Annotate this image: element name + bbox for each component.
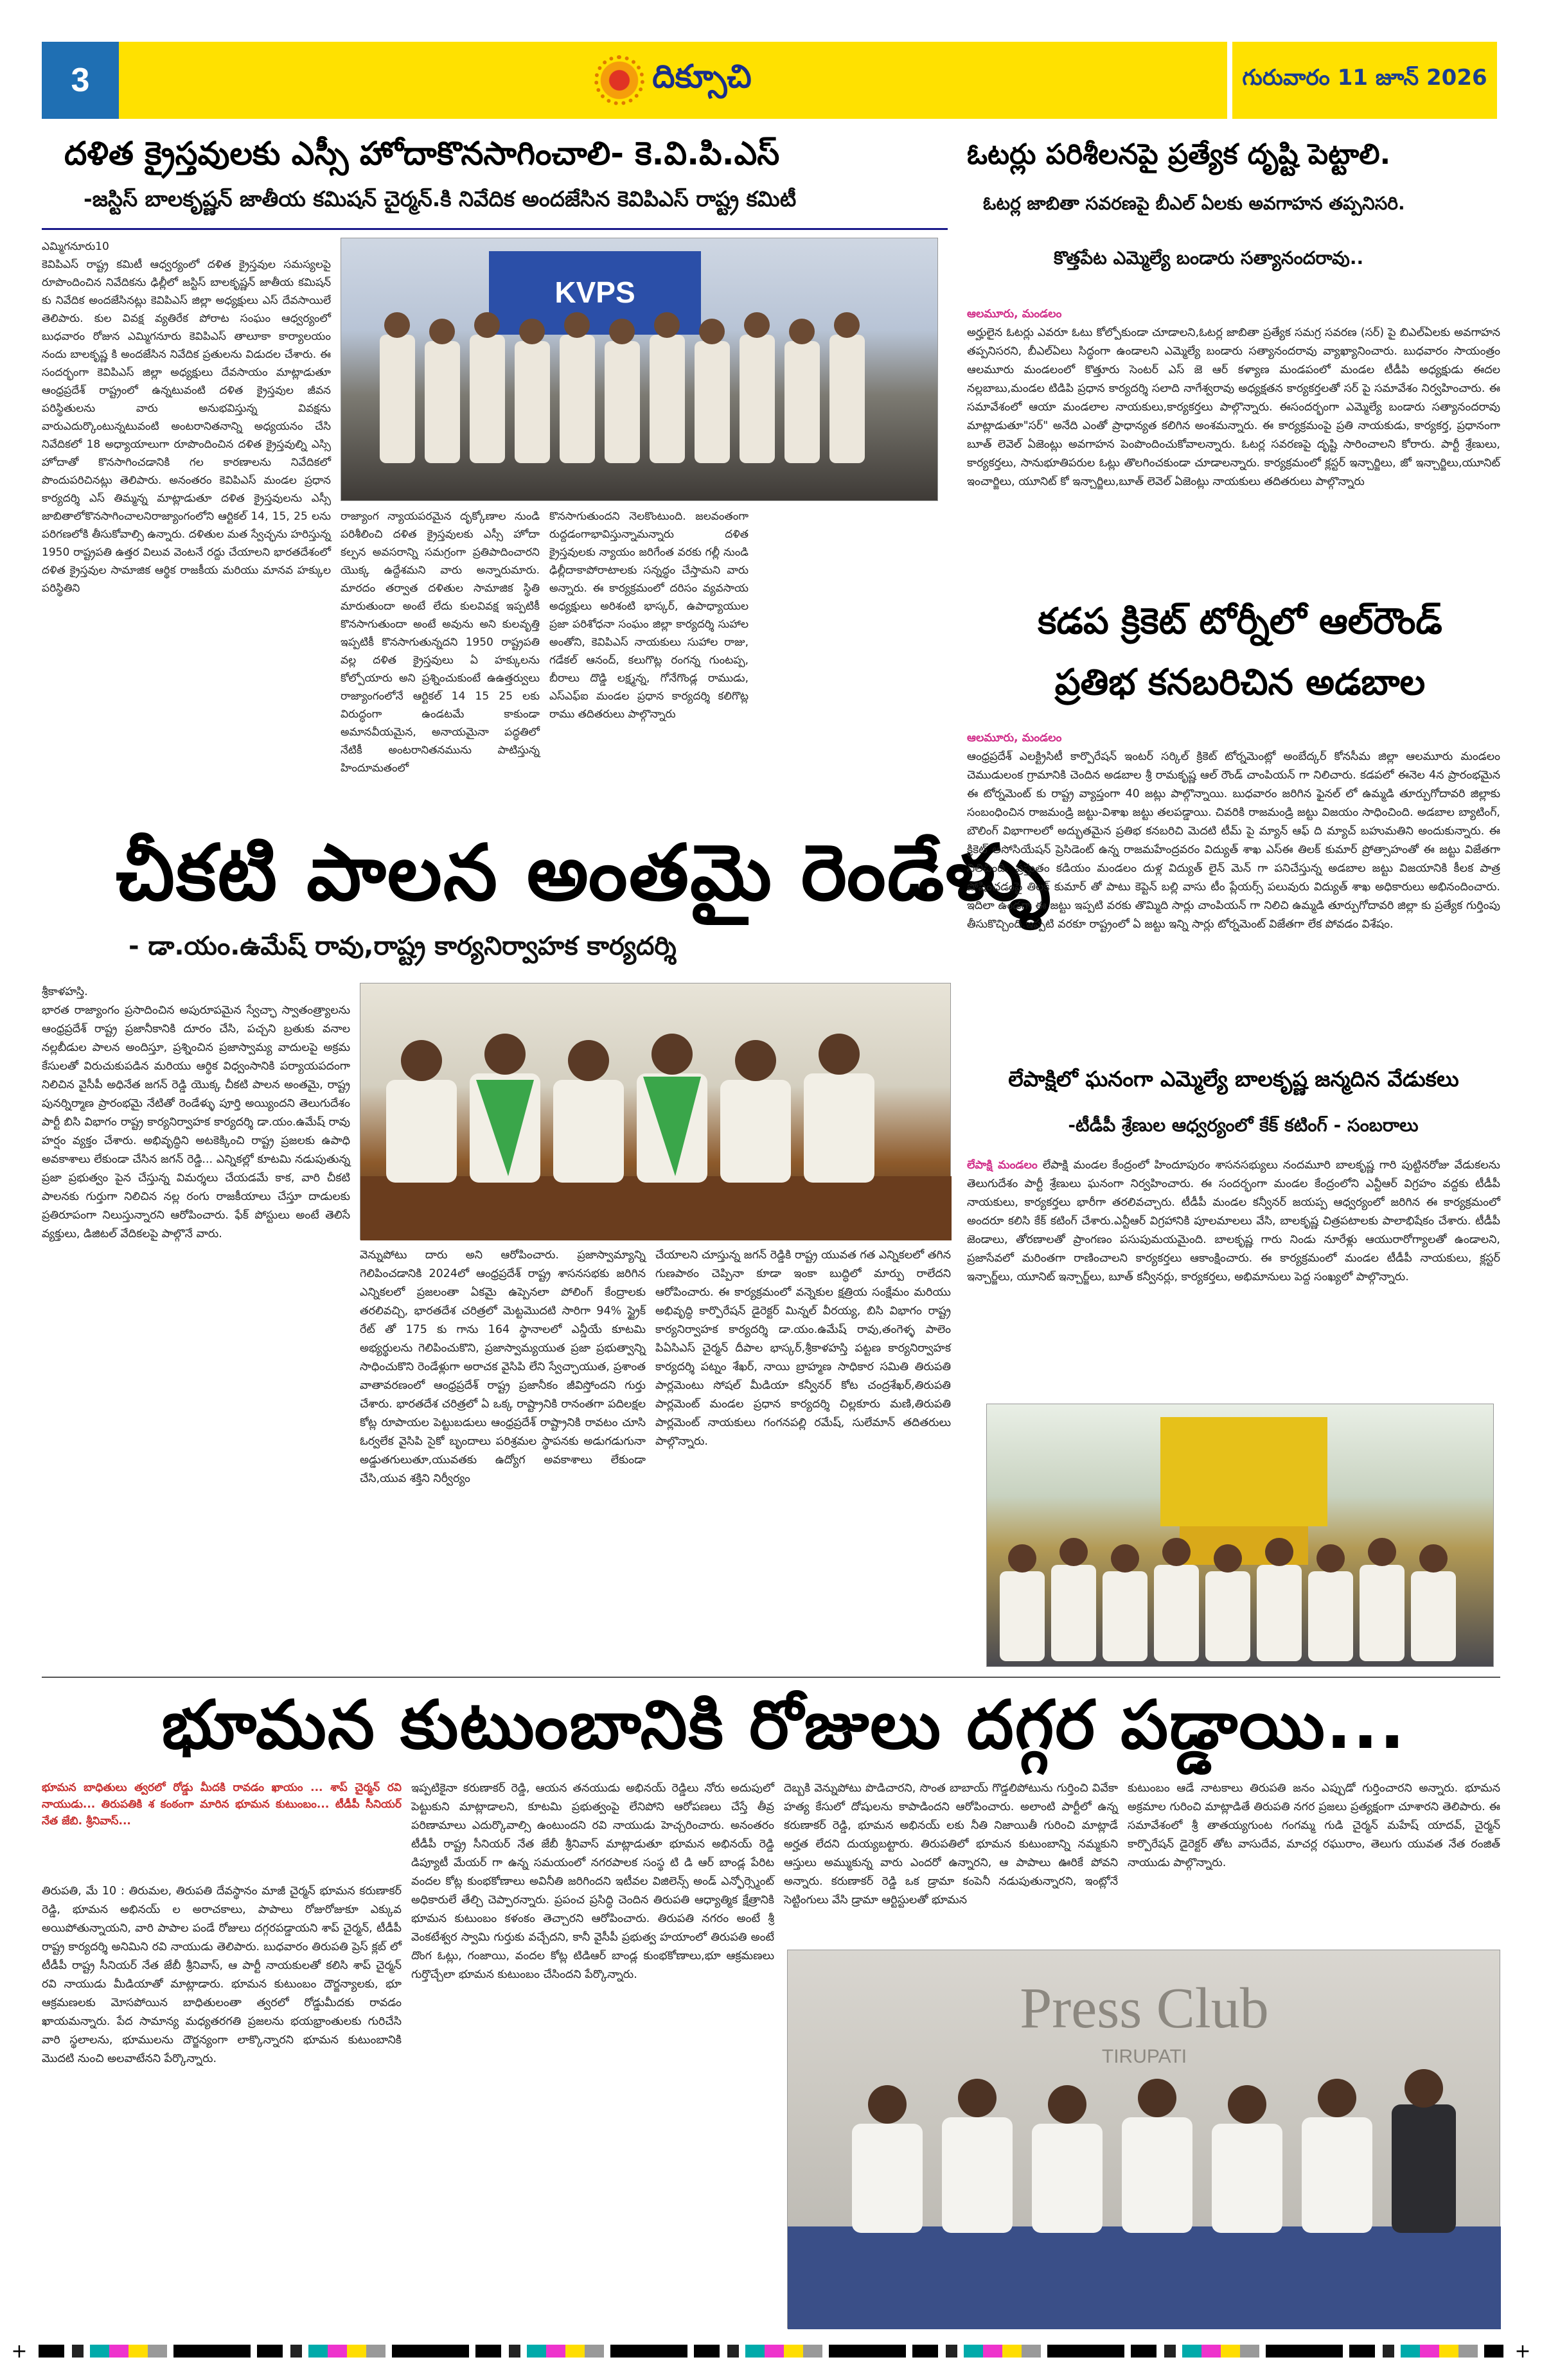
article-kvps-col3: కొనసాగుతుందని నెలకొంటుంది. జలవంతంగా రుద్దడంగాభావిస్తున్నామన్నారు దళిత క్రైస్తవులకు న్యాయం జరిగేంత వరకు గల్లీ నుండి ఢిల్లీదాకాపోరాటాలకు సన్నద్ధం చేస్తామని వారు అన్నారు. ఈ కార్యక్రమంలో దరిసం వ్యవసాయ అధ్యక్షులు అరిశంటి భాస్కర్, ఉపాధ్యాయుల ప్రజా పరిశోధనా సంఘం జిల్లా కార్యదర్శి సుహాల అంతోని, కెవిపిఎస్ నాయకులు సుహాల రాజు, గడేకల్ ఆనంద్, కలుగొట్ల రంగన్న గుంటప్ప, బీరాలు దొడ్డి లక్ష్మన్న, గోనేగొండ్ల రాముడు, ఎస్ఎఫ్ఐ మండల ప్రధాన కార్యదర్శి కలిగొట్ల రాము తదితరులు పాల్గొన్నారు [549, 510, 749, 721]
photo-scene [987, 1404, 1494, 1668]
article-voters-body [967, 305, 1500, 613]
photo-scene [341, 238, 939, 502]
dateline: శ్రీకాళహస్తి. [42, 985, 88, 998]
dateline: లేపాక్షి మండలం [967, 1159, 1038, 1172]
article-lepakshi-body [967, 1156, 1500, 1388]
rule [42, 1677, 1500, 1678]
crosshair-icon: + [1514, 2340, 1531, 2363]
brand-bar [119, 42, 1227, 119]
headline-lepakshi: లేపాక్షిలో ఘనంగా ఎమ్మెల్యే బాలకృష్ణ జన్మదిన వేడుకలు [1008, 1066, 1459, 1091]
print-registration-bar [0, 2341, 1542, 2361]
lepakshi-celebration-photo [986, 1404, 1494, 1667]
banner-text: KVPS [554, 276, 635, 309]
headline-cricket-l2: ప్రతిభ కనబరిచిన అడబాల [1054, 662, 1426, 703]
article-bhumana-col4: కుటుంబం ఆడే నాటకాలు తిరుపతి జనం ఎప్పుడో గుర్తించారని అన్నారు. భూమన అక్రమాల గురించి మాట్లాడితే తిరుపతి నగర ప్రజలు ప్రత్యక్షంగా చూశారని తెలిపారు. ఈ సమావేశంలో శ్రీ తాతయ్యగుంట గంగమ్మ గుడి చైర్మన్ మహేష్ యాదవ్, చైర్మన్ కార్పొరేషన్ డైరెక్టర్ తోట వాసుదేవ, మాచర్ల రఘురాం, తెలుగు యువత నేత రంజిత్ నాయుడు పాల్గొన్నారు. [1128, 1782, 1500, 1869]
compass-sun-icon [594, 55, 644, 105]
article-bhumana-col3: దెబ్బకి వెన్నుపోటు పొడిచారని, సొంత బాబాయ్ గొడ్డలిపోటును గుర్తించి వివేకా హత్య కేసులో దోషులను కాపాడిందని ఆరోపించారు. అలాంటి పార్టీలో ఉన్న కరుణాకర్ రెడ్డి, భూమన అభినయ్ లకు నీతి నిజాయితీ గురించి మాట్లాడే అర్హత లేదని దుయ్యబట్టారు. తిరుపతిలో భూమన కుటుంబాన్ని నమ్మకుని ఆస్తులు అమ్ముకున్న వారు ఎందరో ఉన్నారని, ఆ పాపాలు ఊరికే పోవని అన్నారు. కరుణాకర్ రెడ్డి ఒక డ్రామా కంపెనీ నడుపుతున్నారని, ఇంట్లోనే సెట్టింగులు వేసి డ్రామా ఆర్టిస్టులతో భూమన [784, 1782, 1118, 1907]
body-text: భారత రాజ్యాంగం ప్రసాదించిన అపురూపమైన స్వేచ్ఛా స్వాతంత్ర్యాలను ఆంధ్రప్రదేశ్ రాష్ట్ర ప్రజానీకానికి దూరం చేసి, పచ్చని బ్రతుకు వనాల నల్లబీడుల పాలన అందిస్తూ, ప్రశ్నించిన ప్రజాస్వామ్య వాదులపై అక్రమ కేసులతో విరుచుకుపడిన మరియు ఆర్థిక విధ్వంసానికి పర్యాయపదంగా నిలిచిన వైసీపీ అధినేత జగన్ రెడ్డి యొక్క చీకటి పాలన అంతమై, రాష్ట్ర పునర్నిర్మాణ ప్రారంభమై నేటితో రెండేళ్ళు పూర్తి అయ్యిందని తెలుగుదేశం పార్టీ బిసి విభాగం రాష్ట్ర కార్యనిర్వాహక కార్యదర్శి డా.యం.ఉమేష్ రావు హర్షం వ్యక్తం చేశారు. అభివృద్ధిని అటకెక్కించి రాష్ట్ర ప్రజలకు ఉపాధి అవకాశాలు లేకుండా చేసిన జగన్ రెడ్డి... ఎన్నికల్లో కూటమి నడుపుతున్న ప్రజా ప్రభుత్వం పైన చేస్తున్న విమర్శలు చేయడమే కాక, వారి చీకటి పాలనకు గుర్తుగా నిలిచిన నల్ల రంగు రాజకీయాలు చేస్తూ దాడులకు ప్రతిరూపంగా నిలుస్తున్నారని ఆరోపించారు. ఫేక్ పోస్టులు అంటే తెలిసే వ్యక్తులు, డిజిటల్ వేదికలపై పాల్గొనే వారు. [42, 1004, 350, 1240]
color-bar [39, 2345, 1503, 2358]
kicker-bhumana: భూమన బాధితులు త్వరలో రోడ్డు మీదకి రావడం ఖాయం ... శాప్ చైర్మన్ రవి నాయుడు... తిరుపతికి శ కంఠంగా మారిన భూమన కుటుంబం... టీడీపీ సీనియర్ నేత జేబి. శ్రీనివాస్... [42, 1781, 402, 1828]
headline-kvps: దళిత క్రైస్తవులకు ఎస్సీ హోదాకొనసాగించాలి- కె.వి.పి.ఎస్ [64, 135, 780, 172]
subhead-lepakshi: -టీడీపీ శ్రేణుల ఆధ్వర్యంలో కేక్ కటింగ్ - సంబరాలు [1068, 1115, 1419, 1136]
article-cricket-body [967, 729, 1500, 1063]
crosshair-icon: + [11, 2340, 28, 2363]
headline-two-years: చీకటి పాలన అంతమై రెండేళ్ళు [116, 829, 1052, 918]
photo-scene [788, 1950, 1501, 2329]
press-club-photo [787, 1950, 1500, 2329]
article-kvps-col2: రాజ్యాంగ న్యాయపరమైన దృక్కోణాల నుండి పరిశీలించి దళిత క్రైస్తవులకు ఎస్సీ హోదా కల్పన అవసరాన్ని సమగ్రంగా ప్రతిపాదించారని యొక్క ఉద్దేశమని వారు అన్నారుమారు. మారదం తర్వాత దళితుల సామాజిక స్థితి మారుతుందా అంటే లేదు కులవివక్ష ఇప్పటికీ కొనసాగుతుందా అంటే అవును అని కులవృత్తి ఇప్పటికీ కొనసాగుతున్నదని 1950 రాష్ట్రపతి వల్ల దళిత క్రైస్తవులు ఏ హక్కులను కోల్పోయారు అని ప్రశ్నించుకుంటే ఉఉత్తర్వులు రాజ్యాంగంలోనే ఆర్టికల్ 14 15 25 లకు విరుద్ధంగా ఉండటమే కాకుండా అమానవీయమైన, అనాయమైనా పద్ధతిలో నేటికీ అంటరానితనమును పాటిస్తున్న హిందూమతంలో [341, 510, 540, 775]
masthead [42, 42, 1497, 119]
kvps-group-photo [341, 238, 938, 501]
article-umesh-col1 [42, 983, 350, 1664]
body-text: అర్హులైన ఓటర్లు ఎవరూ ఓటు కోల్పోకుండా చూడాలని,ఓటర్ల జాబితా ప్రత్యేక సమగ్ర సవరణ (సర్) పై బిఎల్ఏలకు అవగాహన తప్పనిసరని, బీఎల్ఏలు సిద్ధంగా ఉండాలని ఎమ్మెల్యే బండారు సత్యానందరావు వ్యాఖ్యానించారు. బుధవారం సాయంత్రం ఆలమూరు మండలంలో కొత్తూరు సెంటర్ ఎస్ జె ఆర్ కళ్యాణ మండపంలో మండల టీడీపి అధ్యక్షుడు ఈదల నల్లబాబు,మండల టిడిపి ప్రధాన కార్యదర్శి సలాది నాగేశ్వరావు అధ్యక్షతన కార్యకర్తలతో సర్ పై సమావేశం నిర్వహించారు. ఈ సమావేశంలో ఆయా మండలాల నాయకులు,కార్యకర్తలు పాల్గొన్నారు. ఈసందర్భంగా ఎమ్మెల్యే బండారు సత్యానందరావు మాట్లాడుతూ"సర్" అనేది ఎంతో ప్రాధాన్యత కలిగిన అంశమన్నారు. ఈ కార్యక్రమంపై ప్రతి నాయకుడు, కార్యకర్త, ప్రధానంగా బూత్ లెవెల్ ఏజెంట్లు అవగాహన పెంపొందించుకోవాలన్నారు. ఓటర్ల సవరణపై దృష్టి సారించాలని కోరారు. పార్టీ శ్రేణులు, కార్యకర్తలు, సానుభూతిపరుల ఓట్లు తొలగించకుండా చూడాలన్నారు. కార్యక్రమంలో క్లస్టర్ ఇన్చార్జిలు, జో ఇన్చార్జిలు,యూనిట్ ఇంచార్జిలు, యూనిట్ కో ఇన్చార్జిలు,బూత్ లెవెల్ ఏజెంట్లు నాయకులు తదితరులు పాల్గొన్నారు [967, 326, 1500, 488]
subhead-kvps: -జస్టిస్ బాలకృష్ణన్ జాతీయ కమిషన్ చైర్మన్.కి నివేదిక అందజేసిన కెవిపిఎస్ రాష్ట్ర కమిటీ [84, 186, 797, 211]
brand-name: దిక్సూచి [652, 57, 752, 95]
byline-voters: కొత్తపేట ఎమ్మెల్యే బండారు సత్యానందరావు.. [1054, 247, 1364, 269]
photo-scene [360, 983, 952, 1240]
article-umesh-col2: వెన్నుపోటు దారు అని ఆరోపించారు. ప్రజాస్వామ్యాన్ని గెలిపించడానికి 2024లో ఆంధ్రప్రదేశ్ రాష్ట్ర శాసనసభకు జరిగిన ఎన్నికలలో ప్రజలంతా ఏకమై ఉప్పెనలా పోలింగ్ కేంద్రాలకు తరలివచ్చి, భారతదేశ చరిత్రలో మెట్టమొదటి సారిగా 94% స్ట్రైక్ రేట్ తో 175 కు గాను 164 స్థానాలలో ఎన్డీయే కూటమి అభ్యర్థులను గెలిపించుకొని, ప్రజాస్వామ్యయుత ప్రజా ప్రభుత్వాన్ని సాధించుకొని రెండేళ్లుగా అరాచక వైసిపి లేని స్వేచ్ఛాయుత, ప్రశాంత వాతావరణంలో ఆంధ్రప్రదేశ్ రాష్ట్ర ప్రజానీకం జీవిస్తోందని గుర్తు చేశారు. భారతదేశ చరిత్రలో ఏ ఒక్క రాష్ట్రానికి రానంతగా పదిలక్షల కోట్ల రూపాయల పెట్టుబడులు ఆంధ్రప్రదేశ్ రాష్ట్రానికి రావటం చూసి ఓర్వలేక వైసిపి సైకో బృందాలు పరిశ్రమల స్థాపనకు అడుగడుగునా అడ్డుతగులుతూ,యువతకు ఉద్యోగ అవకాశాలు లేకుండా చేసి,యువ శక్తిని నిర్వీర్యం [360, 1249, 646, 1485]
dateline: ఎమ్మిగనూరు10 [42, 240, 109, 253]
article-bhumana-col2: ఇప్పటికైనా కరుణాకర్ రెడ్డి, ఆయన తనయుడు అభినయ్ రెడ్డిలు నోరు అదుపులో పెట్టుకుని మాట్లాడాలని, కూటమి ప్రభుత్వంపై లేనిపోని ఆరోపణలు చేస్తే తీవ్ర పరిణామాలు ఎదుర్కొవాల్సి ఉంటుందని రవి నాయుడు హెచ్చరించారు. అనంతరం టీడీపీ రాష్ట్ర సీనియర్ నేత జేబీ శ్రీనివాస్ మాట్లాడుతూ భూమన అభినయ్ రెడ్డి డిప్యూటీ మేయర్ గా ఉన్న సమయంలో నగరపాలక సంస్థ టి డి ఆర్ బాండ్ల పేరిట వందల కోట్ల కుంభకోణాలు అవినీతి జరిగిందని ఇటీవల విజిలెన్స్ అండ్ ఎన్ఫోర్స్మెంట్ అధికారులే తేల్చి చెప్పారన్నారు. ప్రపంచ ప్రసిద్ధి చెందిన తిరుపతి ఆధ్యాత్మిక క్షేత్రానికి భూమన కుటుంబం కళంకం తెచ్చారని ఆరోపించారు. తిరుపతి నగరం అంటే శ్రీ వెంకటేశ్వర స్వామి గుర్తుకు వచ్చేదని, కానీ వైసీపీ ప్రభుత్వ హయాంలో తిరుపతి అంటే దొంగ ఓట్లు, గంజాయి, వందల కోట్ల టిడిఆర్ బాండ్ల కుంభకోణాలు,భూ ఆక్రమణలు గుర్తొచ్చేలా భూమన కుటుంబం చేసిందని పేర్కొన్నారు. [411, 1782, 774, 1981]
body-text: లేపాక్షి మండల కేంద్రంలో హిందూపురం శాసనసభ్యులు నందమూరి బాలకృష్ణ గారి పుట్టినరోజు వేడుకలను తెలుగుదేశం పార్టీ శ్రేణులు ఘనంగా నిర్వహించారు. ఈ సందర్భంగా మండల కేంద్రంలోని ఎన్టీఆర్ విగ్రహం వద్దకు టీడీపీ నాయకులు, కార్యకర్తలు భారీగా తరలివచ్చారు. టీడీపీ మండల కన్వీనర్ జయప్ప ఆధ్వర్యంలో జరిగిన ఈ కార్యక్రమంలో అందరూ కలిసి కేక్ కటింగ్ చేశారు.ఎన్టీఆర్ విగ్రహానికి పూలమాలలు వేసి, బాలకృష్ణ చిత్రపటాలకు పాలాభిషేకం చేశారు. టీడీపీ జెండాలు, తోరణాలతో ప్రాంగణం పసుపుమయమైంది. బాలకృష్ణ గారు నిండు నూరేళ్లు ఆయురారోగ్యాలతో ఉండాలని, ప్రజాసేవలో మరింతగా రాణించాలని కార్యకర్తలు ఆకాంక్షించారు. ఈ కార్యక్రమంలో మండల టీడీపీ నాయకులు, క్లస్టర్ ఇన్చార్జ్‌లు, యూనిట్ ఇన్చార్జ్‌లు, బూత్ కన్వీనర్లు, కార్యకర్తలు, అభిమానులు పెద్ద సంఖ్యలో పాల్గొన్నారు. [967, 1159, 1500, 1283]
dateline: ఆలమూరు, మండలం [967, 308, 1062, 321]
logo [594, 55, 751, 105]
headline-cricket-l1: కడప క్రికెట్ టోర్నీలో ఆల్‌రౌండ్ [1038, 601, 1442, 642]
article-umesh-col3: చేయాలని చూస్తున్న జగన్ రెడ్డికి రాష్ట్ర యువత గత ఎన్నికలలో తగిన గుణపాఠం చెప్పినా కూడా ఇంకా బుద్ధిలో మార్పు రాలేదని ఆరోపించారు. ఈ కార్యక్రమంలో వన్నెకుల క్షత్రియ సంక్షేమం మరియు అభివృద్ధి కార్పొరేషన్ డైరెక్టర్ మిన్నల్ వీరయ్య, బిసి విభాగం రాష్ట్ర కార్యనిర్వాహక కార్యదర్శి డా.యం.ఉమేష్ రావు,తంగెళ్ళ పాలెం పిఏసిఎస్ చైర్మన్ దీపాల భాస్కర్,శ్రీకాళహస్తి పట్టణ కార్యనిర్వాహక కార్యదర్శి పట్నం శేఖర్, నాయి బ్రాహ్మణ సాధికార సమితి తిరుపతి పార్లమెంటు సోషల్ మీడియా కన్వీనర్ కోట చంద్రశేఖర్,తిరుపతి పార్లమెంట్ మండల ప్రధాన కార్యదర్శి చిల్లకూరు మణి,తిరుపతి పార్లమెంట్ నాయకులు గంగనపల్లి రమేష్, సులేమాన్ తదితరులు పాల్గొన్నారు. [655, 1249, 951, 1448]
byline-umesh: - డా.యం.ఉమేష్ రావు,రాష్ట్ర కార్యనిర్వాహక కార్యదర్శి [128, 931, 677, 961]
body-text: కెవిపిఎస్ రాష్ట్ర కమిటీ ఆధ్వర్యంలో దళిత క్రైస్తవుల సమస్యలపై రూపొందించిన నివేదికను ఢిల్లీలో జస్టిస్ బాలకృష్ణన్ జాతీయ కమిషన్ కు నివేదిక అందజేసినట్లు కెవిపిఎస్ జిల్లా అధ్యక్షులు ఎస్ దేవసాయిలే తెలిపారు. కుల వివక్ష వ్యతిరేక పోరాట సంఘం ఆధ్వర్యంలో బుధవారం రోజున ఎమ్మిగనూరు కెవిపిఎస్ తాలూకా కార్యాలయం నందు బాలకృష్ణ కి అందజేసిన నివేదిక ప్రతులను విడుదల చేశారు. ఈ సందర్భంగా కెవిపిఎస్ జిల్లా అధ్యక్షులు దేవసాయం మాట్లాడుతూ ఆంధ్రప్రదేశ్ రాష్ట్రంలో ఉన్నటువంటి దళిత క్రైస్తవుల జీవన పరిస్థితులను వారు అనుభవిస్తున్న వివక్షను వారుఎదుర్కొంటున్నటువంటి అంటరానితనాన్ని అధ్యయనం చేసి నివేదికలో 18 అధ్యాయాలుగా రూపొందించిన దళిత క్రైస్తవుల్ని ఎస్సి హోదాతో కొనసాగించడానికి గల కారణాలను నివేదికలో పొందుపరిచినట్లు తెలిపారు. అనంతరం కెవిపిఎస్ మండల ప్రధాన కార్యదర్శి ఎస్ తిమ్మన్న మాట్లాడుతూ దళిత క్రైస్తవులను ఎస్సీ జాబితాలోకొనసాగించాలనిరాజ్యాంగంలోని ఆర్టికల్ 14, 15, 25 లను పరిగణలోకి తీసుకోవాల్సి ఉన్నారు. దళితుల మత స్వేచ్ఛను హరిస్తున్న 1950 రాష్ట్రపతి ఉత్తర విలువ వెంటనే రద్దు చేయాలని భారతదేశంలో దళిత క్రైస్తవుల సామాజిక ఆర్థిక రాజకీయ మరియు మానవ హక్కుల పరిస్థితిని [42, 258, 331, 595]
press-club-subsign: TIRUPATI [1101, 2046, 1187, 2067]
article-bhumana-col1: తిరుపతి, మే 10 : తిరుమల, తిరుపతి దేవస్థానం మాజీ చైర్మన్ భూమన కరుణాకర్ రెడ్డి, భూమన అభినయ్ ల అరాచకాలు, పాపాలు రోజురోజుకూ ఎక్కువ అయిపోతున్నాయని, వారి పాపాల పండే రోజులు దగ్గరపడ్డాయని శాప్ చైర్మన్, టీడీపీ రాష్ట్ర కార్యదర్శి అనిమిని రవి నాయుడు తెలిపారు. బుధవారం తిరుపతి ప్రెస్ క్లబ్ లో టీడీపీ రాష్ట్ర సీనియర్ నేత జేబీ శ్రీనివాస్, ఆ పార్టీ నాయకులతో కలిసి శాప్ చైర్మన్ రవి నాయుడు మీడియాతో మాట్లాడారు. భూమన కుటుంబం దౌర్జన్యాలకు, భూ ఆక్రమణలకు మోసపోయిన బాధితులంతా త్వరలో రోడ్డుమీదకు రావడం ఖాయమన్నారు. పేద సామాన్య మధ్యతరగతి ప్రజలను భయభ్రాంతులకు గురిచేసి వారి స్థలాలను, భూములను దౌర్జన్యంగా లాక్కొన్నారని భూమన కుటుంబానికి మొదటి నుంచి అలవాటేనని పేర్కొన్నారు. [42, 1885, 402, 2065]
body-text: ఆంధ్రప్రదేశ్ ఎలక్ట్రిసిటీ కార్పొరేషన్ ఇంటర్ సర్కిల్ క్రికెట్ టోర్నమెంట్లో అంబేద్కర్ కోనసీమ జిల్లా ఆలమూరు మండలం చెముడులంక గ్రామానికి చెందిన అడబాల శ్రీ రామకృష్ణ ఆల్ రౌండ్ చాంపియన్ గా నిలిచారు. కడపలో ఈనెల 4న ప్రారంభమైన ఈ టోర్నమెంట్ కు రాష్ట్ర వ్యాప్తంగా 40 జట్లు పాల్గొన్నాయి. బుధవారం జరిగిన ఫైనల్ లో ఉమ్మడి తూర్పుగోదావరి జిల్లాకు సంబంధించిన రాజమండ్రి జట్టు-విశాఖ జట్టు తలపడ్డాయి. చివరికి రాజమండ్రి జట్టు విజయం సాధించింది. అడబాల బ్యాటింగ్, బౌలింగ్ విభాగాలలో అద్భుతమైన ప్రతిభ కనబరిచి మెదటి టీమ్ పై మ్యాన్ ఆఫ్ ది మ్యాచ్ బహుమతిని అందుకున్నారు. ఈ క్రికెట్ అసోసియేషన్ ప్రెసిడెంట్ ఉన్న రాజమహేంద్రవరం విద్యుత్ శాఖ ఎస్ఈ తిలక్ కుమార్ ప్రోత్సాహంతో ఈ జట్టు విజేతగా నిలిచింది. ప్రస్తుతం కడియం మండలం దుళ్ల విద్యుత్ లైన్ మెన్ గా పనిచేస్తున్న అడబాల జట్టు విజయానికి కీలక పాత్ర పోషించడంపై తిలక్ కుమార్ తో పాటు కెప్టెన్ బల్లి వాసు టీం ప్లేయర్స్ పలువురు విద్యుత్ శాఖ అధికారులు అభినందించారు. ఇదిలా ఉండగా ఈ జట్టు ఇప్పటి వరకు తొమ్మిది సార్లు చాంపియన్ గా నిలిచి ఉమ్మడి తూర్పుగోదావరి జిల్లా కు ప్రత్యేక గుర్తింపు తీసుకొచ్చింది.ఇప్పటి వరకూ రాష్ట్రంలో ఏ జట్టు ఇన్ని సార్లు టోర్నమెంట్ విజేతగా లేక పోవడం విశేషం. [967, 750, 1500, 931]
press-club-sign: Press Club [1020, 1977, 1269, 2040]
umesh-group-photo [360, 983, 951, 1240]
headline-voters: ఓటర్లు పరిశీలనపై ప్రత్యేక దృష్టి పెట్టాలి. [967, 138, 1391, 171]
page-number: 3 [42, 42, 119, 119]
issue-date: గురువారం 11 జూన్ 2026 [1227, 42, 1497, 119]
rule [42, 228, 948, 230]
headline-bhumana: భూమన కుటుంబానికి రోజులు దగ్గర పడ్డాయి... [161, 1686, 1406, 1764]
subhead-voters: ఓటర్ల జాబితా సవరణపై బీఎల్ ఏలకు అవగాహన తప్పనిసరి. [983, 193, 1405, 214]
dateline: ఆలమూరు, మండలం [967, 732, 1062, 745]
